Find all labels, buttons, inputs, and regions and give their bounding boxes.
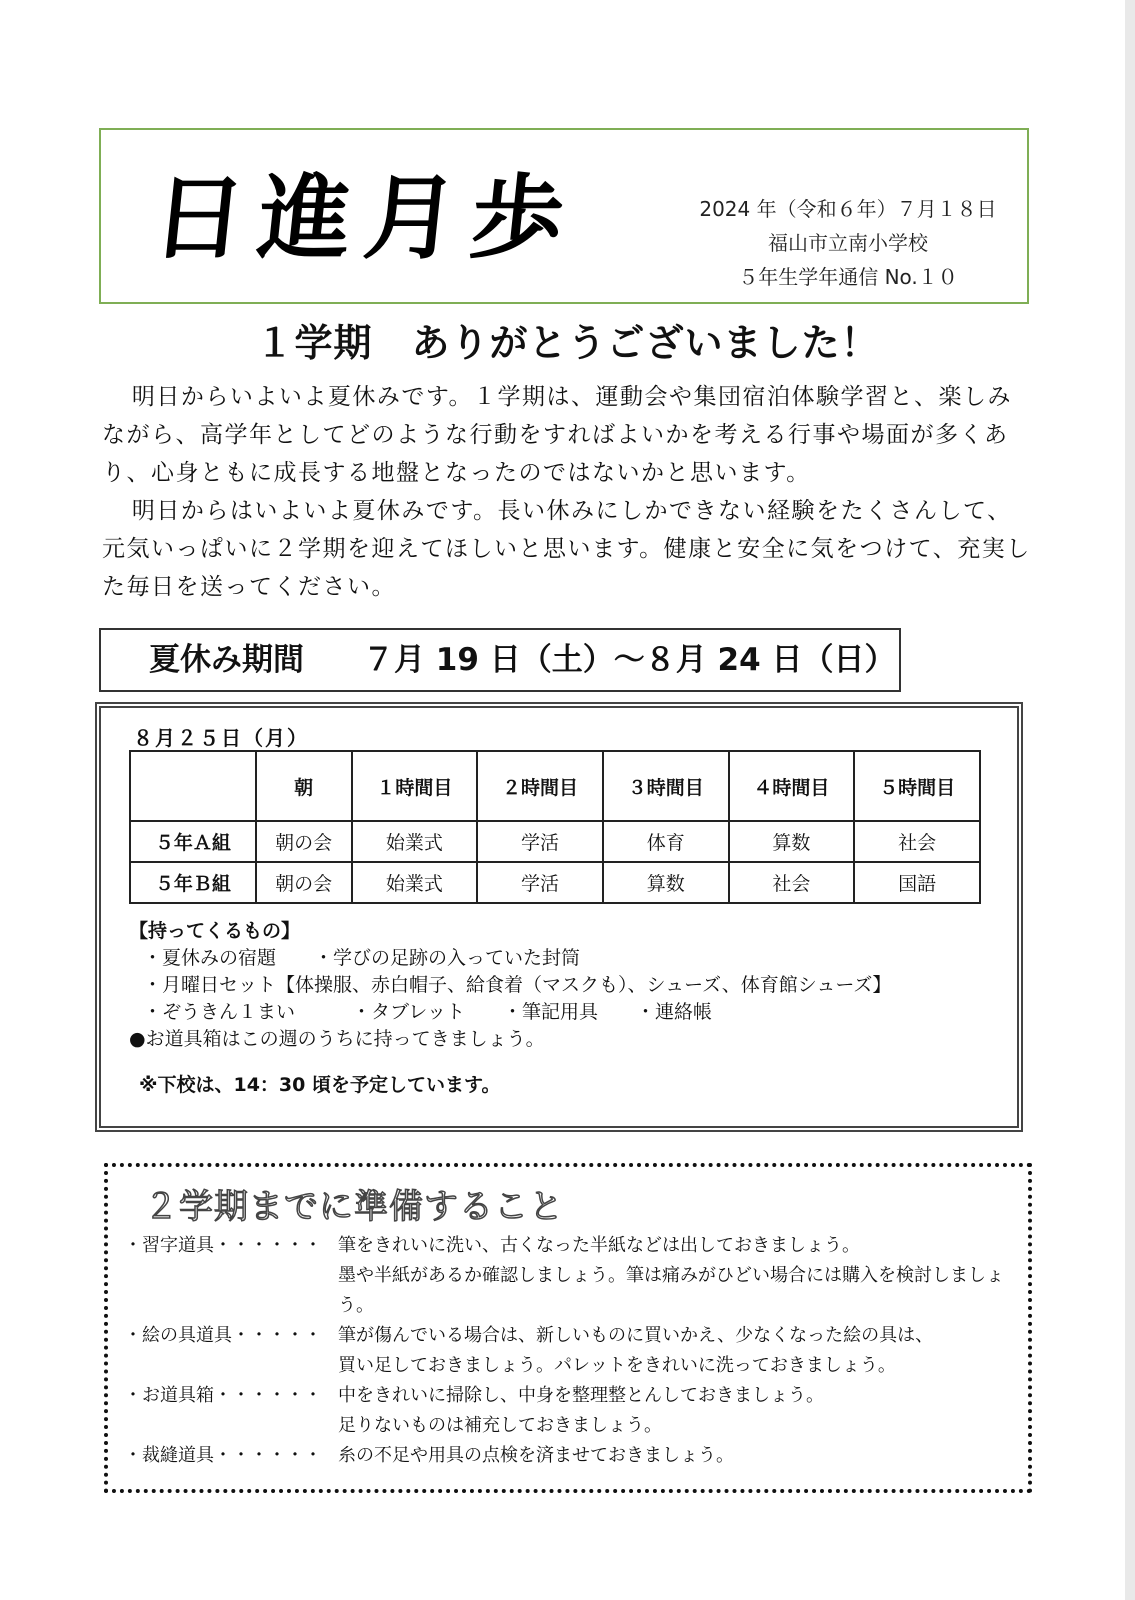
- item-text: 糸の不足や用具の点検を済ませておきましょう。: [338, 1445, 734, 1466]
- list-item: ・夏休みの宿題 ・学びの足跡の入っていた封筒: [143, 947, 581, 969]
- table-cell: ５年Ａ組: [130, 821, 256, 862]
- first-day-schedule: [95, 702, 1023, 1132]
- item-text: 中をきれいに掃除し、中身を整理整とんしておきましょう。: [338, 1385, 824, 1406]
- intro-paragraph: 明日からはいよいよ夏休みです。長い休みにしかできない経験をたくさんして、元気いっぱいに２学期を迎えてほしいと思います。健康と安全に気をつけて、充実した毎日を送ってください。: [102, 498, 1031, 600]
- newsletter-header: [99, 128, 1029, 304]
- calligraphy-title: 日進月歩: [147, 164, 583, 272]
- item-text: 買い足しておきましょう。パレットをきれいに洗っておきましょう。: [338, 1355, 896, 1376]
- schedule-date: ８月２５日（月）: [133, 726, 309, 750]
- table-cell: ５年Ｂ組: [130, 862, 256, 903]
- items-to-bring: [129, 918, 891, 1053]
- table-cell: 朝の会: [256, 862, 352, 903]
- table-cell: 国語: [854, 862, 980, 903]
- summer-dates: ７月 19 日（土）～８月 24 日（日）: [363, 642, 896, 678]
- item-label: ・お道具箱・・・・・・: [124, 1385, 322, 1406]
- table-cell: 体育: [603, 821, 729, 862]
- table-cell: 始業式: [352, 862, 478, 903]
- bring-heading: 【持ってくるもの】: [129, 920, 301, 942]
- table-header-row: [130, 751, 980, 821]
- table-cell: 算数: [603, 862, 729, 903]
- table-row: [130, 821, 980, 862]
- table-cell: 社会: [729, 862, 855, 903]
- table-row: [130, 862, 980, 903]
- table-header: 朝: [256, 751, 352, 821]
- item-text: 足りないものは補充しておきましょう。: [338, 1415, 662, 1436]
- table-cell: 始業式: [352, 821, 478, 862]
- dismissal-note: ※下校は、14：30 頃を予定しています。: [139, 1074, 501, 1096]
- summer-vacation-period: [99, 628, 901, 692]
- table-header: [130, 751, 256, 821]
- table-header: ３時間目: [603, 751, 729, 821]
- item-text: 筆をきれいに洗い、古くなった半紙などは出しておきましょう。: [338, 1235, 860, 1256]
- issue-number: ５年生学年通信 No.１０: [738, 265, 958, 289]
- table-cell: 算数: [729, 821, 855, 862]
- issue-date: 2024 年（令和６年）７月１８日: [699, 197, 997, 221]
- item-text: 墨や半紙があるか確認しましょう。筆は痛みがひどい場合には購入を検討しましょう。: [338, 1265, 1004, 1316]
- headline: １学期 ありがとうございました！: [255, 321, 880, 365]
- table-cell: 社会: [854, 821, 980, 862]
- toolbox-note: ●お道具箱はこの週のうちに持ってきましょう。: [129, 1028, 545, 1050]
- table-cell: 朝の会: [256, 821, 352, 862]
- item-label: ・裁縫道具・・・・・・: [124, 1445, 322, 1466]
- table-header: １時間目: [352, 751, 478, 821]
- list-item: [124, 1321, 1018, 1381]
- page-edge: [1125, 0, 1135, 1600]
- school-name: 福山市立南小学校: [768, 231, 928, 255]
- preparation-heading: ２学期までに準備すること: [144, 1187, 564, 1227]
- list-item: [124, 1381, 1018, 1441]
- intro-paragraph: 明日からいよいよ夏休みです。１学期は、運動会や集団宿泊体験学習と、楽しみながら、高学年としてどのような行動をすればよいかを考える行事や場面が多くあり、心身ともに成長する地盤となったのではないかと思います。: [102, 384, 1013, 486]
- table-header: ５時間目: [854, 751, 980, 821]
- list-item: [124, 1231, 1018, 1321]
- summer-label: 夏休み期間: [149, 642, 304, 678]
- table-header: ４時間目: [729, 751, 855, 821]
- item-label: ・絵の具道具・・・・・: [124, 1325, 322, 1346]
- item-label: ・習字道具・・・・・・: [124, 1235, 322, 1256]
- intro-text: [102, 378, 1032, 606]
- table-cell: 学活: [477, 821, 603, 862]
- preparation-box: [104, 1163, 1032, 1493]
- table-cell: 学活: [477, 862, 603, 903]
- list-item: [124, 1441, 1018, 1471]
- issue-meta: [683, 192, 1013, 294]
- list-item: ・月曜日セット【体操服、赤白帽子、給食着（マスクも）、シューズ、体育館シューズ】: [143, 974, 892, 996]
- list-item: ・ぞうきん１まい ・タブレット ・筆記用具 ・連絡帳: [143, 1001, 713, 1023]
- item-text: 筆が傷んでいる場合は、新しいものに買いかえ、少なくなった絵の具は、: [338, 1325, 934, 1346]
- table-header: ２時間目: [477, 751, 603, 821]
- timetable: [129, 750, 981, 904]
